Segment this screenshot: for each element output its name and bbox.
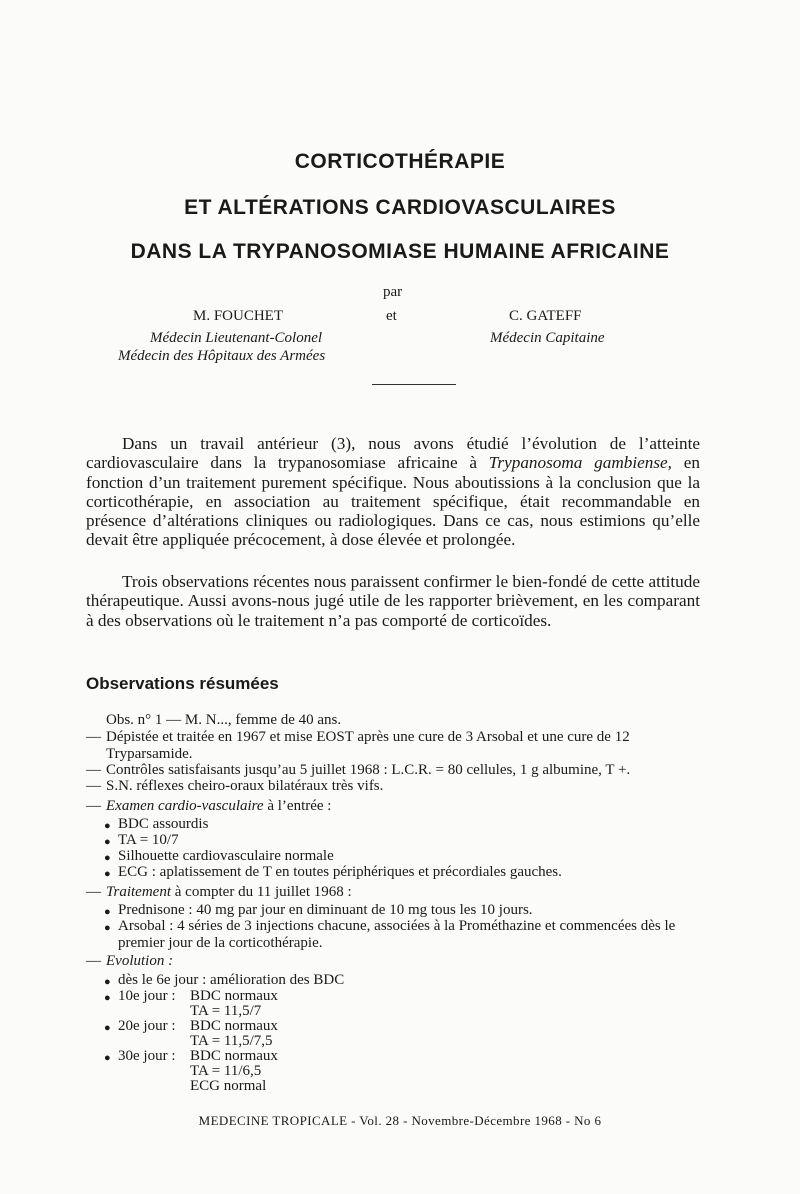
title-line-2: ET ALTÉRATIONS CARDIOVASCULAIRES	[184, 196, 616, 219]
obs-item-1: Dépistée et traitée en 1967 et mise EOST après une cure de 3 Arsobal et une cure de 12 Tryparsamide.	[106, 729, 630, 762]
obs-item-4: Examen cardio-vasculaire à l’entrée :	[106, 798, 332, 814]
bullet-icon: ●	[104, 1052, 111, 1064]
obs-item-3: S.N. réflexes cheiro-oraux bilatéraux très vifs.	[106, 778, 384, 794]
evolution-day: 30e jour :	[118, 1048, 176, 1064]
journal-footer: MEDECINE TROPICALE - Vol. 28 - Novembre-Décembre 1968 - No 6	[198, 1113, 602, 1128]
evolution-value: BDC normaux	[190, 988, 278, 1004]
exam-item: ECG : aplatissement de T en toutes périphériques et précordiales gauches.	[118, 864, 562, 880]
obs-item-5: Traitement à compter du 11 juillet 1968 :	[106, 884, 352, 900]
intro-paragraph-2: Trois observations récentes nous paraissent confirmer le bien-fondé de cette attitude thérapeutique. Aussi avons-nous jugé utile de les rapporter brièvement, en les comparant à des observations où le traitement n’a pas comporté de corticoïdes.	[86, 572, 700, 630]
bullet-icon: ●	[104, 836, 111, 848]
section-heading: Observations résumées	[86, 674, 279, 693]
author-2-name: C. GATEFF	[509, 308, 582, 324]
evolution-value: ECG normal	[190, 1078, 267, 1094]
dash: —	[86, 778, 101, 794]
evolution-value: TA = 11,5/7	[190, 1003, 262, 1019]
evolution-value: BDC normaux	[190, 1018, 278, 1034]
bullet-icon: ●	[104, 1022, 111, 1034]
byline-et: et	[386, 308, 397, 324]
obs-item-2: Contrôles satisfaisants jusqu’au 5 juillet 1968 : L.C.R. = 80 cellules, 1 g albumine, T +.	[106, 762, 631, 778]
treatment-item: Arsobal : 4 séries de 3 injections chacune, associées à la Prométhazine et commencées dès le premier jour de la corticothérapie.	[118, 918, 676, 951]
dash: —	[86, 762, 101, 778]
title-divider	[372, 384, 456, 385]
intro-paragraph-1: Dans un travail antérieur (3), nous avons étudié l’évolution de l’atteinte cardiovasculaire dans la trypanosomiase africaine à Trypanosoma gambiense, en fonction d’un traitement purement spécifique. Nous aboutissions à la conclusion que la corticothérapie, en association au traitement spécifique, était recommandable en présence d’altérations cliniques ou radiologiques. Dans ce cas, nous estimions qu’elle devait être appliquée précocement, à dose élevée et prolongée.	[86, 434, 700, 550]
author-1-role-1: Médecin Lieutenant-Colonel	[150, 330, 323, 346]
bullet-icon: ●	[104, 906, 111, 918]
dash: —	[86, 884, 101, 900]
dash: —	[86, 953, 101, 969]
evolution-value: BDC normaux	[190, 1048, 278, 1064]
dash: —	[86, 729, 101, 745]
evolution-value: TA = 11/6,5	[190, 1063, 262, 1079]
exam-item: Silhouette cardiovasculaire normale	[118, 848, 334, 864]
bullet-icon: ●	[104, 976, 111, 988]
author-1-name: M. FOUCHET	[193, 308, 284, 324]
exam-item: BDC assourdis	[118, 816, 209, 832]
bullet-icon: ●	[104, 868, 111, 880]
evolution-value: TA = 11,5/7,5	[190, 1033, 273, 1049]
title-line-3: DANS LA TRYPANOSOMIASE HUMAINE AFRICAINE	[130, 240, 670, 263]
dash: —	[86, 798, 101, 814]
author-1-role-2: Médecin des Hôpitaux des Armées	[118, 348, 326, 364]
bullet-icon: ●	[104, 852, 111, 864]
species-name: Trypanosoma gambiense,	[488, 453, 672, 473]
author-2-role-1: Médecin Capitaine	[490, 330, 605, 346]
evolution-day: 20e jour :	[118, 1018, 176, 1034]
evolution-day: 10e jour :	[118, 988, 176, 1004]
bullet-icon: ●	[104, 820, 111, 832]
bullet-icon: ●	[104, 992, 111, 1004]
title-line-1: CORTICOTHÉRAPIE	[294, 150, 506, 173]
exam-item: TA = 10/7	[118, 832, 179, 848]
bullet-icon: ●	[104, 922, 111, 934]
treatment-item: Prednisone : 40 mg par jour en diminuant de 10 mg tous les 10 jours.	[118, 902, 533, 918]
obs-header: Obs. n° 1 — M. N..., femme de 40 ans.	[106, 712, 342, 728]
evolution-day: dès le 6e jour : amélioration des BDC	[118, 972, 345, 988]
byline-par: par	[383, 284, 403, 300]
obs-item-6: Evolution :	[106, 953, 174, 969]
